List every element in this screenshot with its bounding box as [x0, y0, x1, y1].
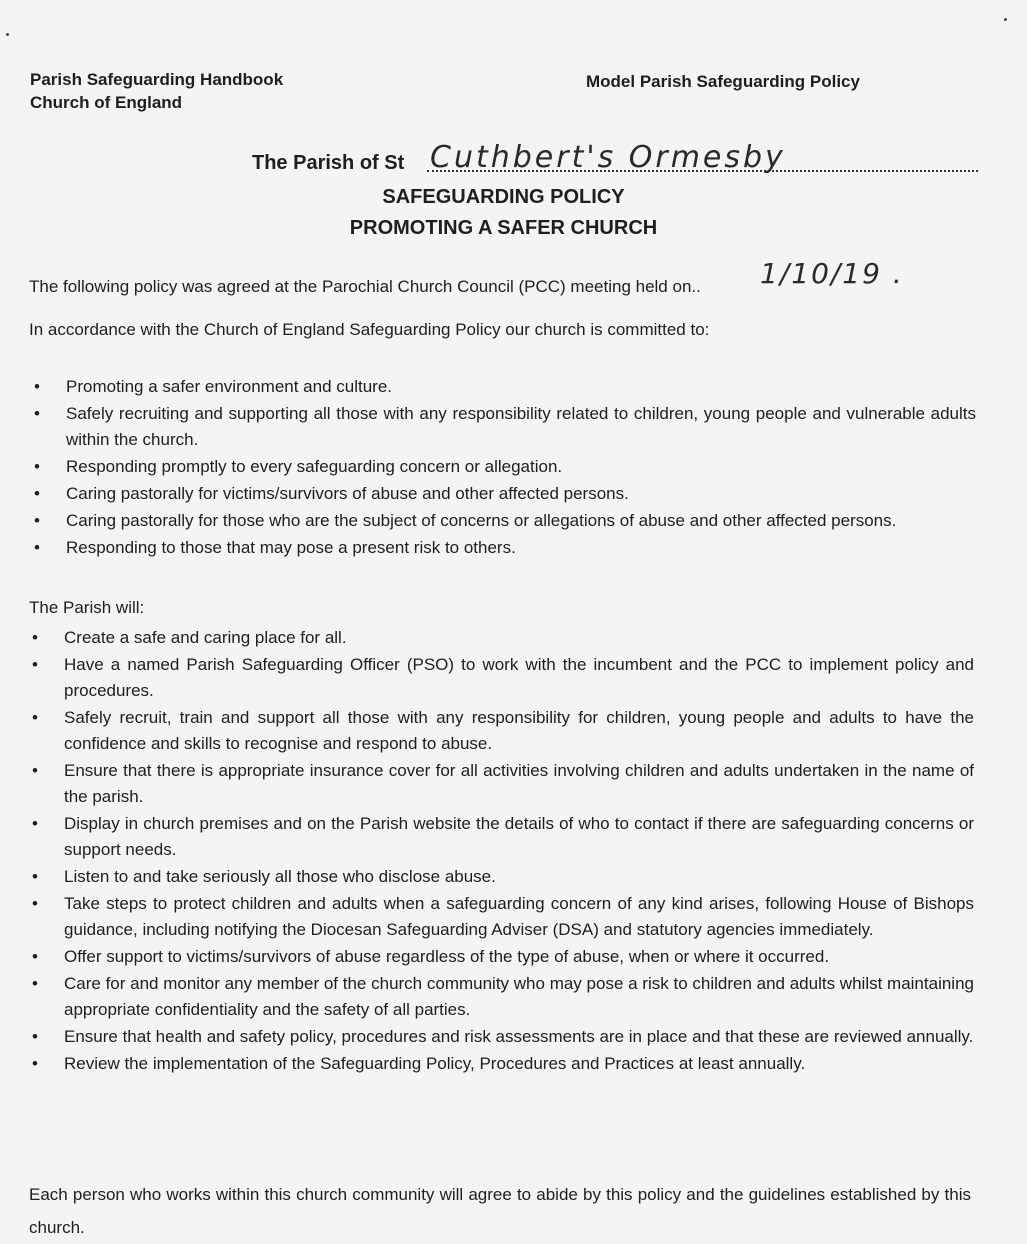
bullet-icon: •: [32, 894, 38, 913]
list-item: • Ensure that there is appropriate insurance cover for all activities involving children and adults undertaken in the name of the parish.: [28, 758, 974, 810]
list-item: • Create a safe and caring place for all.: [28, 625, 974, 651]
list-item: • Offer support to victims/survivors of abuse regardless of the type of abuse, when or where it occurred.: [28, 944, 974, 970]
commitments-list: [30, 374, 976, 562]
closing-statement: Each person who works within this church community will agree to abide by this policy and the guidelines established by this church.: [29, 1185, 971, 1237]
bullet-icon: •: [34, 511, 40, 530]
list-item: • Review the implementation of the Safeguarding Policy, Procedures and Practices at least annually.: [28, 1051, 974, 1077]
parish-will-list: [28, 625, 974, 1078]
handwritten-date: 1/10/19: [760, 257, 882, 290]
header-left: [30, 68, 283, 114]
bullet-icon: •: [32, 708, 38, 727]
church-name: Church of England: [30, 93, 183, 112]
policy-subtitle: PROMOTING A SAFER CHURCH: [349, 217, 658, 239]
list-item: • Safely recruit, train and support all those with any responsibility for children, young people and adults to have the confidence and skills to recognise and respond to abuse.: [28, 705, 974, 757]
list-item: • Caring pastorally for those who are the subject of concerns or allegations of abuse and other affected persons.: [30, 508, 976, 534]
list-item: • Listen to and take seriously all those who disclose abuse.: [28, 864, 974, 890]
list-item: • Have a named Parish Safeguarding Officer (PSO) to work with the incumbent and the PCC to implement policy and procedures.: [28, 652, 974, 704]
list-item: • Promoting a safer environment and culture.: [30, 374, 976, 400]
bullet-icon: •: [34, 457, 40, 476]
list-item: • Display in church premises and on the Parish website the details of who to contact if there are safeguarding concerns or support needs.: [28, 811, 974, 863]
handwritten-date-group: [760, 257, 904, 290]
list-item: • Responding to those that may pose a present risk to others.: [30, 535, 976, 561]
list-item: • Ensure that health and safety policy, procedures and risk assessments are in place and that these are reviewed annually.: [28, 1024, 974, 1050]
handbook-title: Parish Safeguarding Handbook: [30, 70, 284, 89]
list-item: • Caring pastorally for victims/survivors of abuse and other affected persons.: [30, 481, 976, 507]
bullet-icon: •: [32, 974, 38, 993]
bullet-icon: •: [32, 867, 38, 886]
commitment-intro: In accordance with the Church of England Safeguarding Policy our church is committed to:: [29, 320, 710, 339]
bullet-icon: •: [34, 404, 40, 423]
bullet-icon: •: [34, 377, 40, 396]
bullet-icon: •: [34, 538, 40, 557]
bullet-icon: •: [34, 484, 40, 503]
agreed-statement: [29, 257, 975, 299]
bullet-icon: •: [32, 947, 38, 966]
bullet-icon: •: [32, 761, 38, 780]
agreed-text: The following policy was agreed at the Parochial Church Council (PCC) meeting held on..: [29, 277, 701, 296]
list-item: • Safely recruiting and supporting all those with any responsibility related to children, young people and vulnerable adults within the church.: [30, 401, 976, 453]
date-suffix: .: [892, 257, 904, 290]
bullet-icon: •: [32, 1054, 38, 1073]
policy-title: SAFEGUARDING POLICY: [382, 186, 625, 208]
list-item: • Take steps to protect children and adults when a safeguarding concern of any kind arises, following House of Bishops guidance, including notifying the Diocesan Safeguarding Adviser (DSA) and statutory agencies immediately.: [28, 891, 974, 943]
handwritten-parish-name: Cuthbert's Ormesby: [430, 140, 786, 175]
header-right: Model Parish Safeguarding Policy: [586, 72, 860, 91]
bullet-icon: •: [32, 655, 38, 674]
parish-will-heading: The Parish will:: [29, 598, 145, 617]
bullet-icon: •: [32, 814, 38, 833]
scan-speck: [6, 33, 9, 36]
list-item: • Care for and monitor any member of the church community who may pose a risk to children and adults whilst maintaining appropriate confidentiality and the safety of all parties.: [28, 971, 974, 1023]
list-item: • Responding promptly to every safeguarding concern or allegation.: [30, 454, 976, 480]
scan-speck: [1004, 18, 1007, 21]
bullet-icon: •: [32, 628, 38, 647]
parish-prefix: The Parish of St: [252, 152, 405, 174]
bullet-icon: •: [32, 1027, 38, 1046]
parish-name-line: [252, 140, 978, 180]
